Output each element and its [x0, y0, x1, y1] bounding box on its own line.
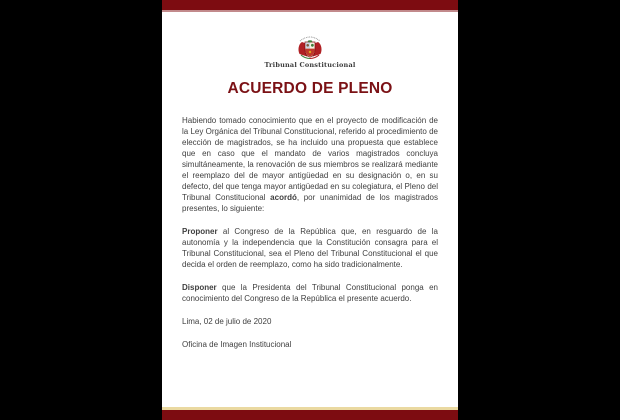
office-line: Oficina de Imagen Institucional [182, 340, 292, 349]
body-paragraphs [182, 115, 438, 304]
paragraph: Proponer al Congreso de la República que, en resguardo de la autonomía y la independencia que la Constitución consagra para el Tribunal Constitucional, sea el Pleno del Tribunal Constitucional el que decida el orden de reemplazo, como ha sido tradicionalmente. [182, 227, 438, 269]
peru-coat-of-arms-icon [293, 32, 327, 60]
paragraph: Habiendo tomado conocimiento que en el proyecto de modificación de la Ley Orgánica del Tribunal Constitucional, referido al procedimiento de elección de magistrados, se ha incluido una propuesta que establece que en caso que el mandato de varios magistrados concluya simultáneamente, la renovación de sus miembros se realizará mediante el reemplazo del de mayor antigüedad en su designación o, en su defecto, del que tenga mayor antigüedad en su colegiatura, el Pleno del Tribunal Constitucional acordó, por unanimidad de los magistrados presentes, lo siguiente: [182, 116, 438, 213]
logo-block [162, 32, 458, 69]
top-bar [162, 0, 458, 12]
page-title: ACUERDO DE PLENO [227, 80, 393, 97]
bottom-bar [162, 407, 458, 420]
date-line: Lima, 02 de julio de 2020 [182, 317, 272, 326]
paragraph: Disponer que la Presidenta del Tribunal Constitucional ponga en conocimiento del Congreso de la República el presente acuerdo. [182, 283, 438, 303]
document-body [182, 115, 438, 350]
document [162, 0, 458, 420]
org-name: Tribunal Constitucional [264, 61, 356, 69]
